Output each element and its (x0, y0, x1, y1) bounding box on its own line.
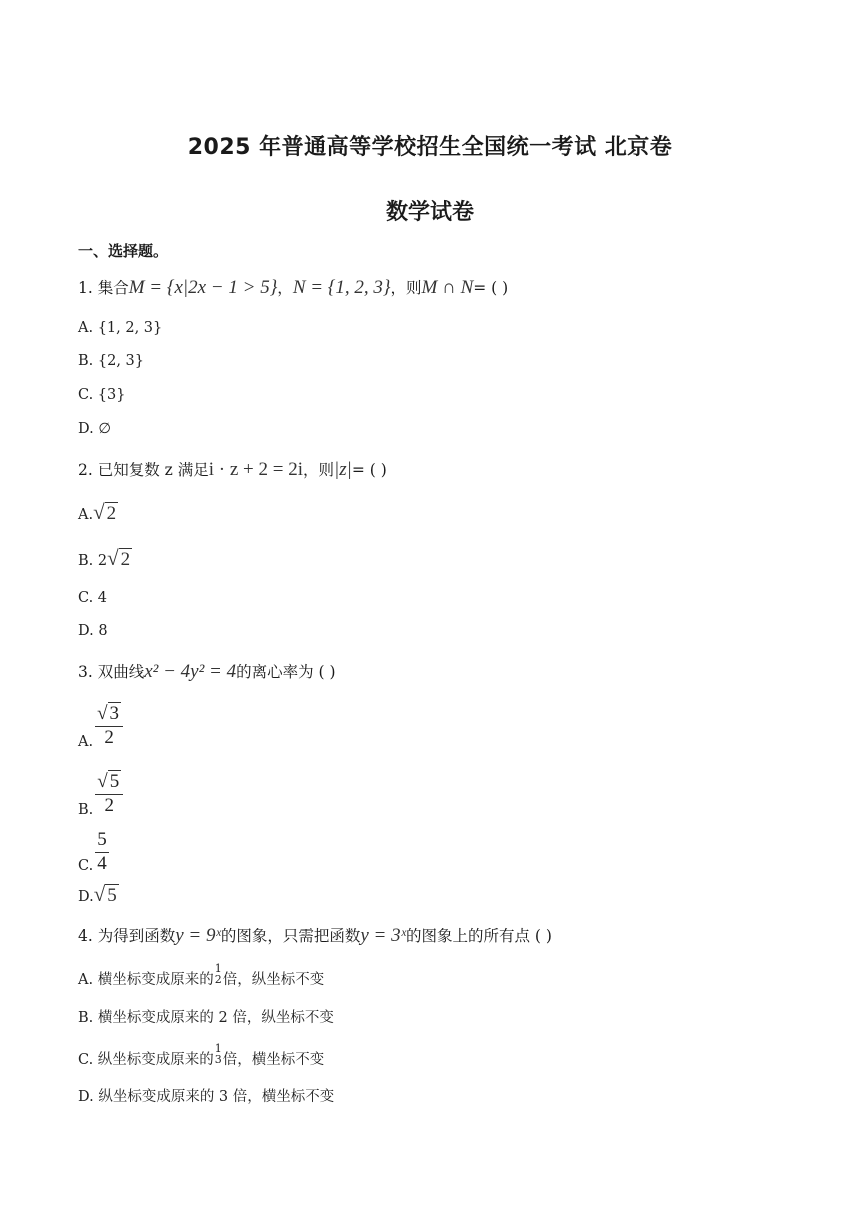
q4-function-2: y = 3ˣ (360, 925, 406, 946)
q4-c-post: 倍，横坐标不变 (222, 1052, 325, 1068)
q4-a-fraction (215, 963, 222, 985)
q2-b-sqrt: √ 2 (107, 546, 131, 570)
q3-prefix: 3. 双曲线 (78, 663, 145, 681)
q4-a-pre: A. 横坐标变成原来的 (78, 972, 214, 988)
q2-a-label: A. (78, 507, 94, 523)
q1-option-c: C. {3} (78, 387, 126, 403)
question-2 (78, 458, 387, 481)
q2-abs: |z| (334, 459, 352, 480)
q3-option-b (78, 770, 123, 817)
q3-option-c (78, 828, 109, 875)
q3-a-fraction (95, 702, 123, 749)
q1-expr: M ∩ N (421, 277, 474, 298)
q1-then: ，则 (390, 279, 422, 297)
q3-b-fraction (95, 770, 123, 817)
q4-c-pre: C. 纵坐标变成原来的 (78, 1052, 214, 1068)
q2-option-d: D. 8 (78, 623, 108, 639)
q3-c-fraction (95, 828, 109, 875)
q4-tail: 的图象上的所有点 ( ) (405, 927, 552, 945)
q2-tail: = ( ) (351, 461, 387, 479)
q2-b-radicand: 2 (120, 549, 131, 570)
q3-b-denominator: 2 (95, 794, 123, 817)
q3-b-label: B. (78, 801, 94, 818)
q4-mid: 的图象，只需把函数 (220, 927, 361, 945)
q3-c-label: C. (78, 857, 94, 874)
q3-c-denominator: 4 (97, 853, 107, 874)
q3-b-numerator: √ 5 (97, 771, 120, 792)
q3-c-numerator: 5 (97, 829, 107, 850)
exam-subtitle: 数学试卷 (385, 200, 474, 225)
q4-option-d: D. 纵坐标变成原来的 3 倍，横坐标不变 (78, 1089, 335, 1105)
q4-option-b: B. 横坐标变成原来的 2 倍，纵坐标不变 (78, 1010, 334, 1026)
question-1 (78, 276, 508, 299)
q2-option-b (78, 546, 132, 571)
q4-prefix: 4. 为得到函数 (78, 927, 176, 945)
q4-a-numerator: 1 (214, 962, 222, 975)
q3-d-sqrt: √ 5 (93, 882, 117, 906)
q2-equation: i · z + 2 = 2i (208, 459, 303, 480)
q2-a-sqrt: √ 2 (93, 500, 117, 524)
q3-a-label: A. (78, 733, 94, 750)
q2-b-label: B. 2 (78, 553, 108, 569)
q4-c-denominator: 3 (214, 1053, 222, 1066)
q2-option-c: C. 4 (78, 590, 108, 606)
q3-tail: 的离心率为 ( ) (236, 663, 336, 681)
q4-option-c (78, 1042, 325, 1071)
q1-tail: = ( ) (473, 279, 509, 297)
q4-c-numerator: 1 (214, 1042, 222, 1055)
q1-comma: ， (277, 279, 293, 297)
q4-a-post: 倍，纵坐标不变 (222, 972, 325, 988)
q4-a-denominator: 2 (214, 973, 222, 986)
q1-set-n: N = {1, 2, 3} (292, 277, 391, 298)
q1-prefix: 1. 集合 (78, 279, 129, 297)
q3-d-radicand: 5 (107, 885, 117, 906)
q4-option-a (78, 962, 325, 991)
section-heading: 一、选择题。 (78, 242, 169, 260)
q4-c-fraction (215, 1043, 222, 1065)
q1-option-a: A. {1, 2, 3} (78, 320, 163, 336)
q3-d-label: D. (78, 889, 94, 905)
q1-set-m: M = {x|2x − 1 > 5} (128, 277, 278, 298)
exam-title: 2025 年普通高等学校招生全国统一考试 北京卷 (187, 135, 673, 160)
q3-option-a (78, 702, 123, 749)
q2-then: ，则 (303, 461, 335, 479)
q2-option-a (78, 500, 118, 525)
q4-function-1: y = 9ˣ (175, 925, 221, 946)
question-4 (78, 924, 552, 947)
q1-option-d: D. ∅ (78, 421, 111, 437)
question-3 (78, 660, 336, 683)
q1-option-b: B. {2, 3} (78, 353, 144, 369)
q3-a-numerator: √ 3 (97, 703, 120, 724)
q3-a-denominator: 2 (95, 726, 123, 749)
q2-prefix: 2. 已知复数 z 满足 (78, 461, 209, 479)
q3-equation: x² − 4y² = 4 (144, 661, 237, 682)
q2-a-radicand: 2 (106, 503, 117, 524)
q3-option-d (78, 882, 119, 907)
